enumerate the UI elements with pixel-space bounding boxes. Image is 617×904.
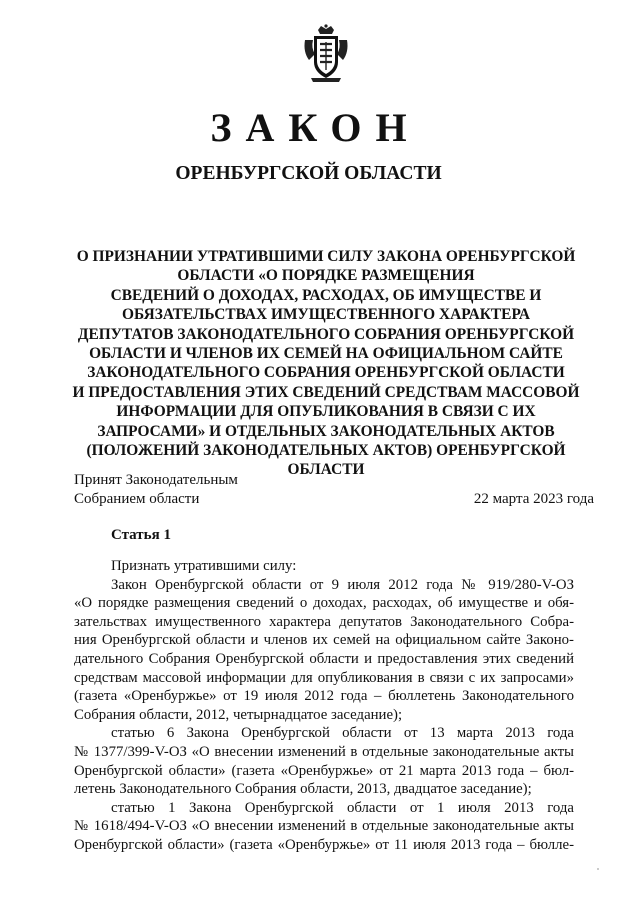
law-title-line: ОБЛАСТИ [287, 461, 365, 479]
law-title-line: О ПРИЗНАНИИ УТРАТИВШИМИ СИЛУ ЗАКОНА ОРЕНБУРГСКОЙ [76, 248, 576, 265]
body-line: № 1377/399-V-ОЗ «О внесении изменений в отдельные законодательные акты [74, 743, 574, 760]
body-line: № 1618/494-V-ОЗ «О внесении изменений в отдельные законодательные акты [74, 818, 574, 835]
law-title [60, 247, 592, 480]
body-line: статью 6 Закона Оренбургской области от 13 марта 2013 года [111, 725, 574, 742]
adoption-date: 22 марта 2023 года [473, 491, 594, 507]
body-line: статью 1 Закона Оренбургской области от 1 июля 2013 года [111, 799, 574, 816]
article-body [74, 557, 574, 855]
body-line: средствам массовой информации для опубликования в связи с их запросами» [74, 669, 574, 686]
law-title-line: И ПРЕДОСТАВЛЕНИЯ ЭТИХ СВЕДЕНИЙ СРЕДСТВАМ МАССОВОЙ [72, 383, 580, 401]
body-line: (газета «Оренбуржье» от 19 июля 2012 года – бюллетень Законодательного [74, 688, 574, 705]
region-title: ОРЕНБУРГСКОЙ ОБЛАСТИ [175, 163, 442, 184]
body-line: зательствах имущественного характера депутатов Законодательного Собра- [74, 613, 574, 630]
body-line: Признать утратившими силу: [111, 558, 297, 574]
law-title-line: ОБЯЗАТЕЛЬСТВАХ ИМУЩЕСТВЕННОГО ХАРАКТЕРА [122, 306, 530, 324]
body-line: Оренбургской области» (газета «Оренбуржье» от 11 июля 2013 года – бюлле- [74, 836, 574, 853]
body-line: «О порядке размещения сведений о доходах, расходах, об имуществе и обя- [74, 595, 574, 612]
law-title-line: (ПОЛОЖЕНИЙ ЗАКОНОДАТЕЛЬНЫХ АКТОВ) ОРЕНБУРГСКОЙ [86, 442, 566, 460]
adoption-line: Принят Законодательным [74, 472, 238, 488]
body-line: Оренбургской области» (газета «Оренбуржье» от 21 марта 2013 года – бюл- [74, 762, 574, 779]
body-line: дательного Собрания Оренбургской области и предоставления этих сведений [74, 650, 574, 667]
law-title-line: ОБЛАСТИ «О ПОРЯДКЕ РАЗМЕЩЕНИЯ [177, 267, 475, 285]
law-title-line: ЗАКОНОДАТЕЛЬНОГО СОБРАНИЯ ОРЕНБУРГСКОЙ ОБЛАСТИ [87, 364, 565, 382]
adoption-block [74, 471, 594, 509]
law-title-line: ДЕПУТАТОВ ЗАКОНОДАТЕЛЬНОГО СОБРАНИЯ ОРЕНБУРГСКОЙ [77, 325, 575, 343]
scan-speck [597, 868, 599, 870]
body-line: Собрания области, 2012, четырнадцатое заседание); [74, 706, 403, 723]
body-line: летень Законодательного Собрания области, 2013, двадцатое заседание); [74, 781, 532, 798]
article-heading: Статья 1 [111, 527, 171, 543]
law-title-line: ИНФОРМАЦИИ ДЛЯ ОПУБЛИКОВАНИЯ В СВЯЗИ С ИХ [116, 403, 536, 421]
adoption-line: Собранием области [74, 491, 200, 507]
body-line: Закон Оренбургской области от 9 июля 2012 года № 919/280-V-ОЗ [111, 576, 574, 593]
document-type-title: ЗАКОН [210, 105, 421, 150]
law-title-line: ЗАПРОСАМИ» И ОТДЕЛЬНЫХ ЗАКОНОДАТЕЛЬНЫХ АКТОВ [97, 422, 555, 440]
coat-of-arms-emblem [301, 24, 351, 84]
law-title-line: ОБЛАСТИ И ЧЛЕНОВ ИХ СЕМЕЙ НА ОФИЦИАЛЬНОМ САЙТЕ [89, 345, 563, 363]
body-line: ния Оренбургской области и членов их семей на официальном сайте Законо- [74, 632, 574, 649]
law-title-line: СВЕДЕНИЙ О ДОХОДАХ, РАСХОДАХ, ОБ ИМУЩЕСТВЕ И [110, 286, 542, 304]
